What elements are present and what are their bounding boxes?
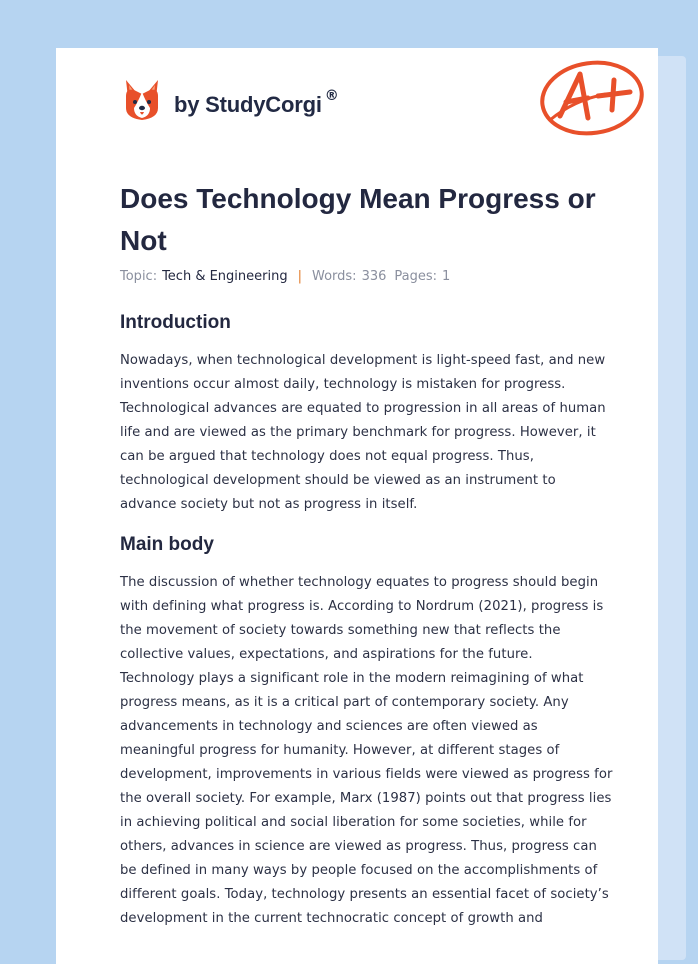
paragraph-line: the movement of society towards something new that reflects the: [120, 623, 561, 638]
topic-label: Topic:: [120, 269, 158, 284]
paragraph-line: inventions occur almost daily, technology is mistaken for progress.: [120, 377, 566, 392]
corgi-logo-icon: [122, 78, 162, 122]
paragraph-line: Technology plays a significant role in the modern reimagining of what: [120, 671, 584, 686]
paragraph-line: development in the current technocratic concept of growth and: [120, 911, 543, 926]
paragraph-line: collective values, expectations, and aspirations for the future.: [120, 647, 533, 662]
introduction-paragraph: [120, 349, 640, 517]
paragraph-line: Technological advances are equated to progression in all areas of human: [120, 401, 606, 416]
main-body-paragraph: [120, 571, 640, 931]
paragraph-line: advance society but not as progress in itself.: [120, 497, 418, 512]
pages-value: 1: [442, 269, 451, 284]
paragraph-line: The discussion of whether technology equates to progress should begin: [120, 575, 599, 590]
brand-name: by StudyCorgi: [174, 92, 322, 117]
paragraph-line: progress means, as it is a critical part of contemporary society. Any: [120, 695, 569, 710]
paragraph-line: others, advances in science are viewed as progress. Thus, progress can: [120, 839, 597, 854]
paragraph-line: with defining what progress is. According to Nordrum (2021), progress is: [120, 599, 604, 614]
section-heading-main-body: Main body: [120, 534, 214, 555]
paragraph-line: life and are viewed as the primary benchmark for progress. However, it: [120, 425, 596, 440]
words-label: Words:: [312, 269, 357, 284]
topic-link[interactable]: Tech & Engineering: [162, 269, 288, 284]
paragraph-line: Nowadays, when technological development is light-speed fast, and new: [120, 353, 606, 368]
paragraph-line: meaningful progress for humanity. However, at different stages of: [120, 743, 560, 758]
document-page: [56, 48, 658, 964]
paragraph-line: the overall society. For example, Marx (1987) points out that progress lies: [120, 791, 612, 806]
paragraph-line: advancements in technology and sciences are often viewed as: [120, 719, 538, 734]
brand-logo[interactable]: [122, 76, 339, 124]
meta-separator: |: [297, 269, 302, 284]
paragraph-line: different goals. Today, technology presents an essential facet of society’s: [120, 887, 609, 902]
document-meta: [120, 269, 450, 284]
paragraph-line: be defined in many ways by people focused on the accomplishments of: [120, 863, 598, 878]
paragraph-line: technological development should be viewed as an instrument to: [120, 473, 556, 488]
paragraph-line: in achieving political and social liberation for some societies, while for: [120, 815, 587, 830]
document-title: Does Technology Mean Progress or Not: [120, 183, 596, 256]
paragraph-line: development, improvements in various fields were viewed as progress for: [120, 767, 613, 782]
registered-mark: ®: [324, 88, 339, 104]
section-heading-introduction: Introduction: [120, 312, 231, 333]
words-value: 336: [361, 269, 387, 284]
pages-label: Pages:: [394, 269, 438, 284]
paragraph-line: can be argued that technology does not equal progress. Thus,: [120, 449, 534, 464]
a-plus-grade-icon: [536, 58, 648, 140]
